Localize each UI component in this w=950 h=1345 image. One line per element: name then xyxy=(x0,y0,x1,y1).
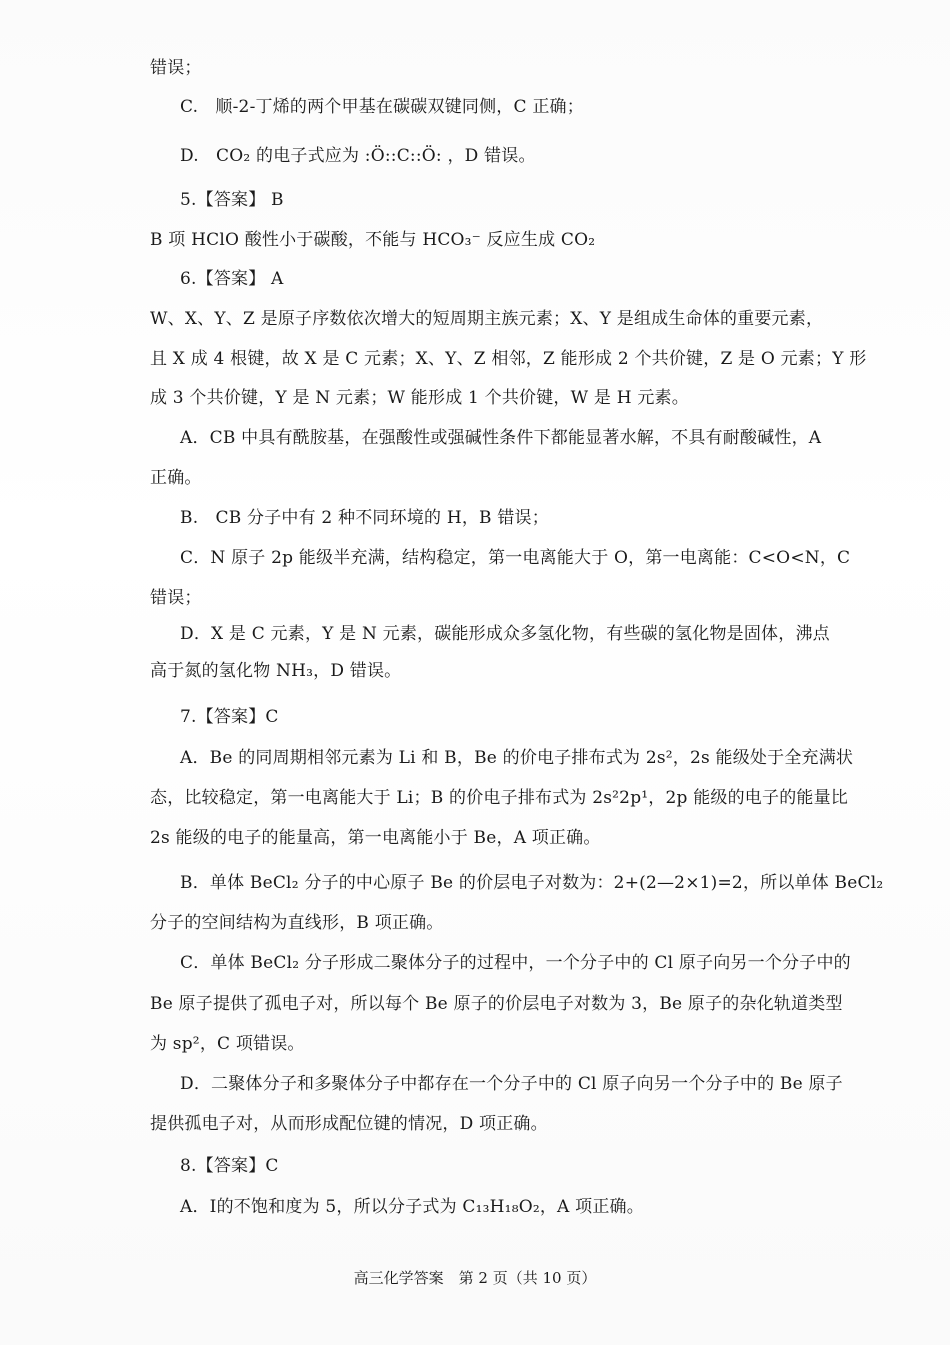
text-line: 态，比较稳定，第一电离能大于 Li；B 的价电子排布式为 2s²2p¹，2p 能级的电子的能量比 xyxy=(150,788,848,808)
text-line: 分子的空间结构为直线形，B 项正确。 xyxy=(150,913,444,933)
text-line: A．CB 中具有酰胺基，在强酸性或强碱性条件下都能显著水解，不具有耐酸碱性，A xyxy=(180,428,822,448)
text-line: D．二聚体分子和多聚体分子中都存在一个分子中的 Cl 原子向另一个分子中的 Be 原子 xyxy=(180,1074,843,1094)
text-line: 为 sp²，C 项错误。 xyxy=(150,1034,305,1054)
text-line: C. 顺-2-丁烯的两个甲基在碳碳双键同侧，C 正确； xyxy=(180,97,584,117)
answer-heading: 8.【答案】C xyxy=(180,1156,279,1176)
text-line: 提供孤电子对，从而形成配位键的情况，D 项正确。 xyxy=(150,1114,548,1134)
text-line: B．单体 BeCl₂ 分子的中心原子 Be 的价层电子对数为：2+(2—2×1)=2，所以单体 BeCl₂ xyxy=(180,873,884,893)
text-line: D．X 是 C 元素，Y 是 N 元素，碳能形成众多氢化物，有些碳的氢化物是固体，沸点 xyxy=(180,624,830,644)
text-line: 2s 能级的电子的能量高，第一电离能小于 Be，A 项正确。 xyxy=(150,828,601,848)
page-footer: 高三化学答案 第 2 页（共 10 页） xyxy=(353,1269,597,1287)
text-line: 成 3 个共价键，Y 是 N 元素；W 能形成 1 个共价键，W 是 H 元素。 xyxy=(150,388,689,408)
text-line: C．单体 BeCl₂ 分子形成二聚体分子的过程中，一个分子中的 Cl 原子向另一个分子中的 xyxy=(180,953,851,973)
answer-heading: 7.【答案】C xyxy=(180,707,279,727)
text-line: C．N 原子 2p 能级半充满，结构稳定，第一电离能大于 O，第一电离能：C<O<N，C xyxy=(180,548,851,568)
text-line: Be 原子提供了孤电子对，所以每个 Be 原子的价层电子对数为 3，Be 原子的杂化轨道类型 xyxy=(150,994,843,1014)
text-line: B. CB 分子中有 2 种不同环境的 H，B 错误； xyxy=(180,508,549,528)
text-line: W、X、Y、Z 是原子序数依次增大的短周期主族元素；X、Y 是组成生命体的重要元素， xyxy=(150,309,824,329)
text-line: 正确。 xyxy=(150,468,202,488)
answer-heading: 5.【答案】 B xyxy=(180,190,284,210)
text-line: 且 X 成 4 根键，故 X 是 C 元素；X、Y、Z 相邻，Z 能形成 2 个共价键，Z 是 O 元素；Y 形 xyxy=(150,349,867,369)
text-line: 错误； xyxy=(150,58,202,78)
text-line: 高于氮的氢化物 NH₃，D 错误。 xyxy=(150,661,402,681)
text-line: A．Be 的同周期相邻元素为 Li 和 B，Be 的价电子排布式为 2s²，2s 能级处于全充满状 xyxy=(180,748,854,768)
answer-heading: 6.【答案】 A xyxy=(180,269,284,289)
text-line: D. CO₂ 的电子式应为 :Ö::C::Ö: ，D 错误。 xyxy=(180,146,536,166)
text-line: B 项 HClO 酸性小于碳酸，不能与 HCO₃⁻ 反应生成 CO₂ xyxy=(150,230,596,250)
text-line: 错误； xyxy=(150,588,202,608)
text-line: A．I的不饱和度为 5，所以分子式为 C₁₃H₁₈O₂，A 项正确。 xyxy=(180,1197,644,1217)
